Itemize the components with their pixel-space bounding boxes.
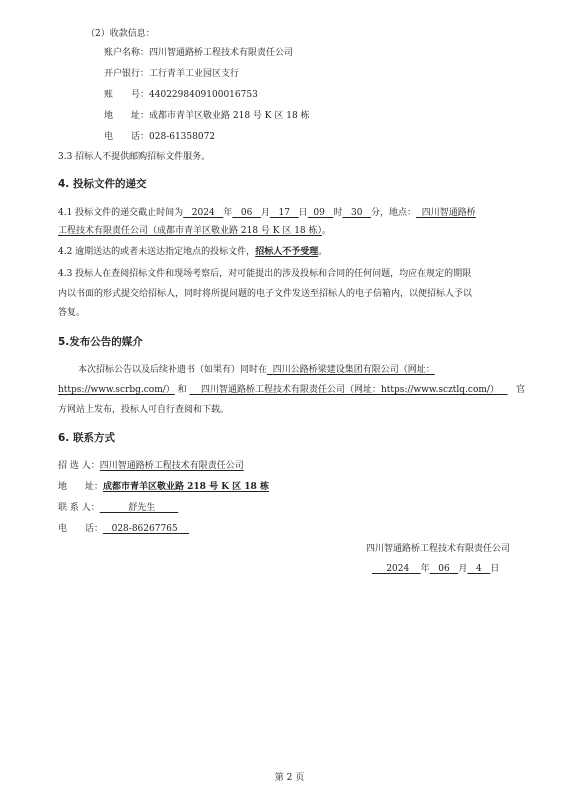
- clause-4-1-line2: [58, 225, 331, 237]
- section-5-line1: [78, 364, 435, 376]
- media-intro: 本次招标公告以及后续补遗书（如果有）同时在: [78, 365, 268, 375]
- contact-address: 成都市青羊区敬业路 218 号 K 区 18 栋: [103, 482, 269, 492]
- deadline-day: 17: [278, 208, 290, 218]
- signature-year: 2024: [386, 564, 410, 574]
- contact-phone-label: 电 话：: [58, 524, 104, 534]
- clause-4-2-text: 4.2 逾期送达的或者未送达指定地点的投标文件，: [58, 247, 256, 257]
- section-5-line2: [58, 384, 525, 396]
- account-number-label: 账 号：: [104, 90, 150, 100]
- deadline-month-unit: 月: [260, 208, 270, 218]
- page-number: 第 2 页: [274, 773, 305, 783]
- receipt-phone-row: [104, 131, 215, 143]
- tenderer-name: 四川智通路桥工程技术有限责任公司: [99, 461, 244, 471]
- media-1-name: 四川公路桥梁建设集团有限公司（网址：: [272, 365, 435, 375]
- submission-place-end: 。: [322, 226, 332, 236]
- tenderer-label: 招 选 人：: [58, 461, 100, 471]
- receipt-phone-label: 电 话：: [104, 132, 150, 142]
- clause-4-1-line1: [58, 207, 476, 219]
- clause-4-2: [58, 246, 327, 258]
- account-number: 4402298409100016753: [149, 90, 258, 100]
- submission-place-part2: 工程技术有限责任公司（成都市青羊区敬业路 218 号 K 区 18 栋）: [58, 226, 323, 236]
- bank-name: 工行青羊工业园区支行: [149, 69, 240, 79]
- contact-person: 舒先生: [128, 503, 156, 513]
- receipt-phone: 028-61358072: [149, 132, 216, 142]
- contact-phone: 028-86267765: [111, 524, 178, 534]
- deadline-minute-unit: 分，地点：: [371, 208, 417, 218]
- deadline-hour: 09: [313, 208, 325, 218]
- bank-label: 开户银行：: [104, 69, 150, 79]
- contact-address-row: [58, 481, 269, 493]
- signature-month: 06: [438, 564, 450, 574]
- receipt-heading: （2）收款信息：: [86, 29, 155, 39]
- deadline-month: 06: [240, 208, 253, 218]
- contact-address-label: 地 址：: [58, 482, 104, 492]
- deadline-hour-unit: 时: [333, 208, 343, 218]
- section-6-title: 6. 联系方式: [58, 432, 115, 444]
- bank-row: [104, 68, 239, 80]
- media-1-url: https://www.scrbg.com/）: [58, 385, 175, 395]
- tenderer-row: [58, 460, 244, 472]
- account-number-row: [104, 89, 258, 101]
- note-3-3: 3.3 招标人不提供邮购招标文件服务。: [58, 152, 211, 162]
- media-suffix: 官: [516, 385, 526, 395]
- signature-year-unit: 年: [420, 564, 430, 574]
- clause-4-2-end: 。: [318, 247, 328, 257]
- deadline-prefix: 4.1 投标文件的递交截止时间为: [58, 208, 184, 218]
- account-name: 四川智通路桥工程技术有限责任公司: [149, 48, 294, 58]
- deadline-year-unit: 年: [223, 208, 233, 218]
- contact-person-label: 联 系 人：: [58, 503, 100, 513]
- clause-4-3-line2: 内以书面的形式提交给招标人，同时将所提问题的电子文件发送至招标人的电子信箱内，以便招标人予以: [58, 289, 473, 299]
- section-5-title: 5.发布公告的媒介: [58, 336, 143, 348]
- deadline-year: 2024: [191, 208, 215, 218]
- contact-person-row: [58, 502, 178, 514]
- not-accepted-notice: 招标人不予受理: [255, 247, 319, 257]
- signature-day-unit: 日: [490, 564, 500, 574]
- account-name-row: [104, 47, 293, 59]
- signature-company: 四川智通路桥工程技术有限责任公司: [366, 544, 511, 554]
- receipt-address-row: [104, 110, 310, 122]
- receipt-address: 成都市青羊区敬业路 218 号 K 区 18 栋: [149, 111, 310, 121]
- clause-4-3-line3: 答复。: [58, 308, 86, 318]
- media-and: 和: [177, 385, 187, 395]
- contact-phone-row: [58, 523, 189, 535]
- media-2-name: 四川智通路桥工程技术有限责任公司（网址：https://www.scztlq.com/）: [201, 385, 499, 395]
- clause-4-3-line1: 4.3 投标人在查阅招标文件和现场考察后，对可能提出的涉及投标和合同的任何问题，均应在规定的期限: [58, 269, 472, 279]
- signature-date: [372, 563, 499, 575]
- section-5-line3: 方网站上发布，投标人可自行查阅和下载。: [58, 405, 230, 415]
- submission-place-part1: 四川智通路桥: [421, 208, 476, 218]
- signature-day: 4: [475, 564, 482, 574]
- section-4-title: 4. 投标文件的递交: [58, 178, 147, 190]
- deadline-day-unit: 日: [298, 208, 308, 218]
- signature-month-unit: 月: [458, 564, 468, 574]
- account-name-label: 账户名称：: [104, 48, 150, 58]
- deadline-minute: 30: [351, 208, 363, 218]
- receipt-address-label: 地 址：: [104, 111, 150, 121]
